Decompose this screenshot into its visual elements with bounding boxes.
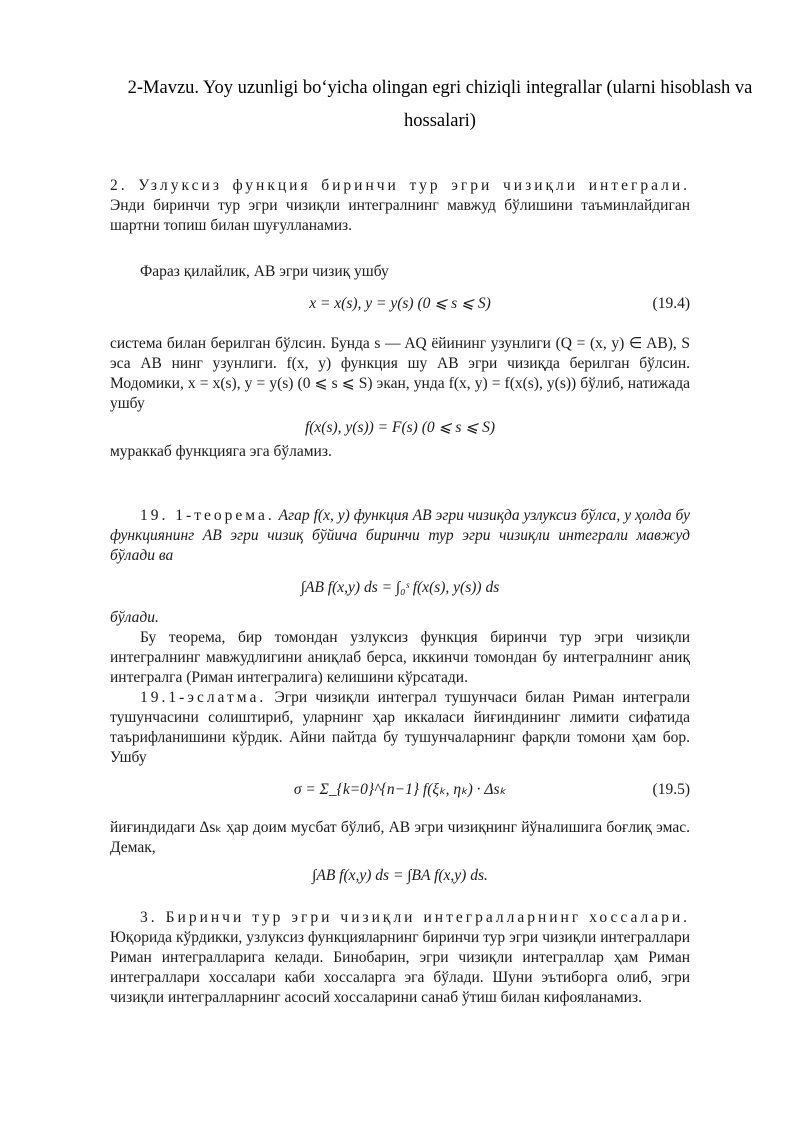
theorem-label: 19. 1-теорема. <box>140 507 275 524</box>
section-3-text: Юқорида кўрдикки, узлуксиз функцияларнинг биринчи тур эгри чизиқли интеграллари Риман интегралларига келади. Бинобарин, эгри чизиқли интеграллар ҳам Риман интеграллари хоссалари каби хоссаларга эга бўлади. Шуни эътиборга олиб, эгри чизиқли интегралларнинг асосий хоссаларини санаб ўтиш билан кифояланамиз. <box>110 929 690 1006</box>
section-3-heading: 3. Биринчи тур эгри чизиқли интегралларнинг хоссалари. <box>140 909 690 926</box>
section-2 <box>110 176 690 236</box>
section-3 <box>110 908 690 1008</box>
sum-formula: σ = Σ_{k=0}^{n−1} f(ξₖ, ηₖ) · Δsₖ <box>293 781 507 798</box>
outro-text: мураккаб функцияга эга бўламиз. <box>110 443 332 460</box>
theorem-comment: Бу теорема, бир томондан узлуксиз функция биринчи тур эгри чизиқли интегралнинг мавжудлигини аниқлаб берса, иккинчи томондан бу интегралнинг аниқ интегралга (Риман интегралига) келишини кўрсатади. <box>110 629 690 686</box>
section-2-heading: 2. Узлуксиз функция биринчи тур эгри чизиқли интеграли. <box>110 177 690 194</box>
document-title: 2-Mavzu. Yoy uzunligi bo‘yicha olingan egri chiziqli integrallar (ularni hisoblash va hossalari) <box>127 78 753 131</box>
section-2-paragraph <box>110 176 690 236</box>
remark-label: 19.1-эслатма. <box>140 689 267 706</box>
equation-19-4 <box>110 282 690 326</box>
lead-text: Фараз қилайлик, AB эгри чизиқ ушбу <box>140 263 389 280</box>
remark-text-1: Эгри чизиқли интеграл тушунчаси билан Риман интеграли тушунчасини солиштириб, уларнинг ҳар иккаласи йиғиндининг лимити сифатида таърифланишини кўрдик. Айни пайтда бу тушунчаларнинг фарқли томони ҳам бор. Ушбу <box>110 689 691 766</box>
body-text: система билан берилган бўлсин. Бунда s — AQ ёйининг узунлиги (Q = (x, y) ∈ AB), S эса AB нинг узунлиги. f(x, y) функция шу AB эгри чизиқда берилган бўлсин. Модомики, x = x(s), y = y(s) (0 ⩽ s ⩽ S) экан, унда f(x, y) = f(x(s), y(s)) бўлиб, натижада ушбу <box>110 335 690 412</box>
theorem-block <box>110 506 690 894</box>
equation-number-2: (19.5) <box>652 781 690 798</box>
section-2-intro: Энди биринчи тур эгри чизиқли интегралнинг мавжуд бўлишини таъминлайдиган шартни топиш билан шуғулланамиз. <box>110 197 690 234</box>
remark-text-2: йиғиндидаги Δsₖ ҳар доим мусбат бўлиб, AB эгри чизиқнинг йўналишига боғлиқ эмас. Демак, <box>110 819 690 856</box>
theorem-paragraph <box>110 506 690 566</box>
direction-formula: ∫AB f(x,y) ds = ∫BA f(x,y) ds. <box>312 867 488 884</box>
system-equation: x = x(s), y = y(s) (0 ⩽ s ⩽ S) <box>309 295 491 312</box>
theorem-tail: бўлади. <box>110 609 159 626</box>
remark-paragraph <box>110 688 690 768</box>
section-3-paragraph <box>110 908 690 1008</box>
section-2-continued <box>110 262 690 462</box>
equation-19-5 <box>110 768 690 812</box>
theorem-statement: Агар f(x, y) функция AB эгри чизиқда узлуксиз бўлса, у ҳолда бу функциянинг AB эгри чизиқ бўйича биринчи тур эгри чизиқли интеграли мавжуд бўлади ва <box>110 507 691 564</box>
equation-number: (19.4) <box>652 295 690 312</box>
theorem-formula: ∫AB f(x,y) ds = ∫₀ˢ f(x(s), y(s)) ds <box>300 579 500 596</box>
composite-equation: f(x(s), y(s)) = F(s) (0 ⩽ s ⩽ S) <box>304 419 496 436</box>
